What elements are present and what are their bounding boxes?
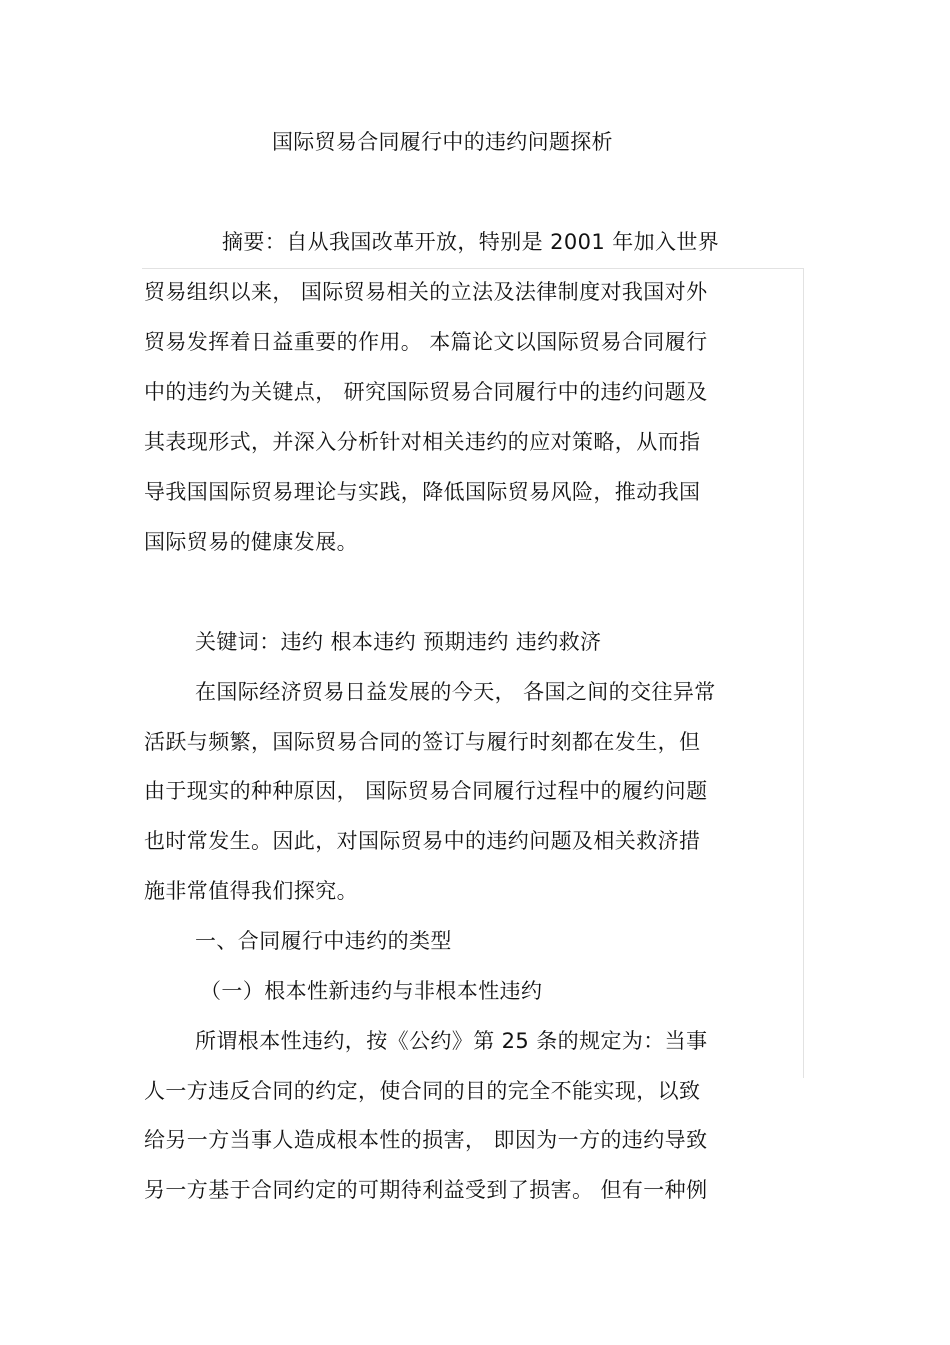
section-heading: 一、合同履行中违约的类型 [195,929,452,953]
body-line-5: 施非常值得我们探究。 [144,879,358,903]
body-line-2: 活跃与频繁，国际贸易合同的签订与履行时刻都在发生，但 [144,730,701,754]
body-line-1: 在国际经济贸易日益发展的今天， 各国之间的交往异常 [195,680,716,704]
abstract-line-3: 贸易发挥着日益重要的作用。 本篇论文以国际贸易合同履行 [144,330,708,354]
document-title: 国际贸易合同履行中的违约问题探析 [272,130,613,154]
abstract-line-5: 其表现形式，并深入分析针对相关违约的应对策略，从而指 [144,430,701,454]
abstract-line-7: 国际贸易的健康发展。 [144,530,358,554]
body-line-6: 所谓根本性违约，按《公约》第 25 条的规定为：当事 [195,1029,708,1053]
subsection-heading: （一）根本性新违约与非根本性违约 [200,979,543,1003]
body-line-4: 也时常发生。因此，对国际贸易中的违约问题及相关救济措 [144,829,701,853]
body-line-7: 人一方违反合同的约定，使合同的目的完全不能实现，以致 [144,1079,701,1103]
keywords-line: 关键词：违约 根本违约 预期违约 违约救济 [195,630,602,654]
body-line-9: 另一方基于合同约定的可期待利益受到了损害。 但有一种例 [144,1178,708,1202]
abstract-line-4: 中的违约为关键点， 研究国际贸易合同履行中的违约问题及 [144,380,708,404]
abstract-line-2: 贸易组织以来， 国际贸易相关的立法及法律制度对我国对外 [144,280,708,304]
abstract-line-6: 导我国国际贸易理论与实践，降低国际贸易风险，推动我国 [144,480,701,504]
abstract-line-1: 摘要：自从我国改革开放，特别是 2001 年加入世界 [222,230,720,254]
body-line-8: 给另一方当事人造成根本性的损害， 即因为一方的违约导致 [144,1128,708,1152]
body-line-3: 由于现实的种种原因， 国际贸易合同履行过程中的履约问题 [144,779,708,803]
